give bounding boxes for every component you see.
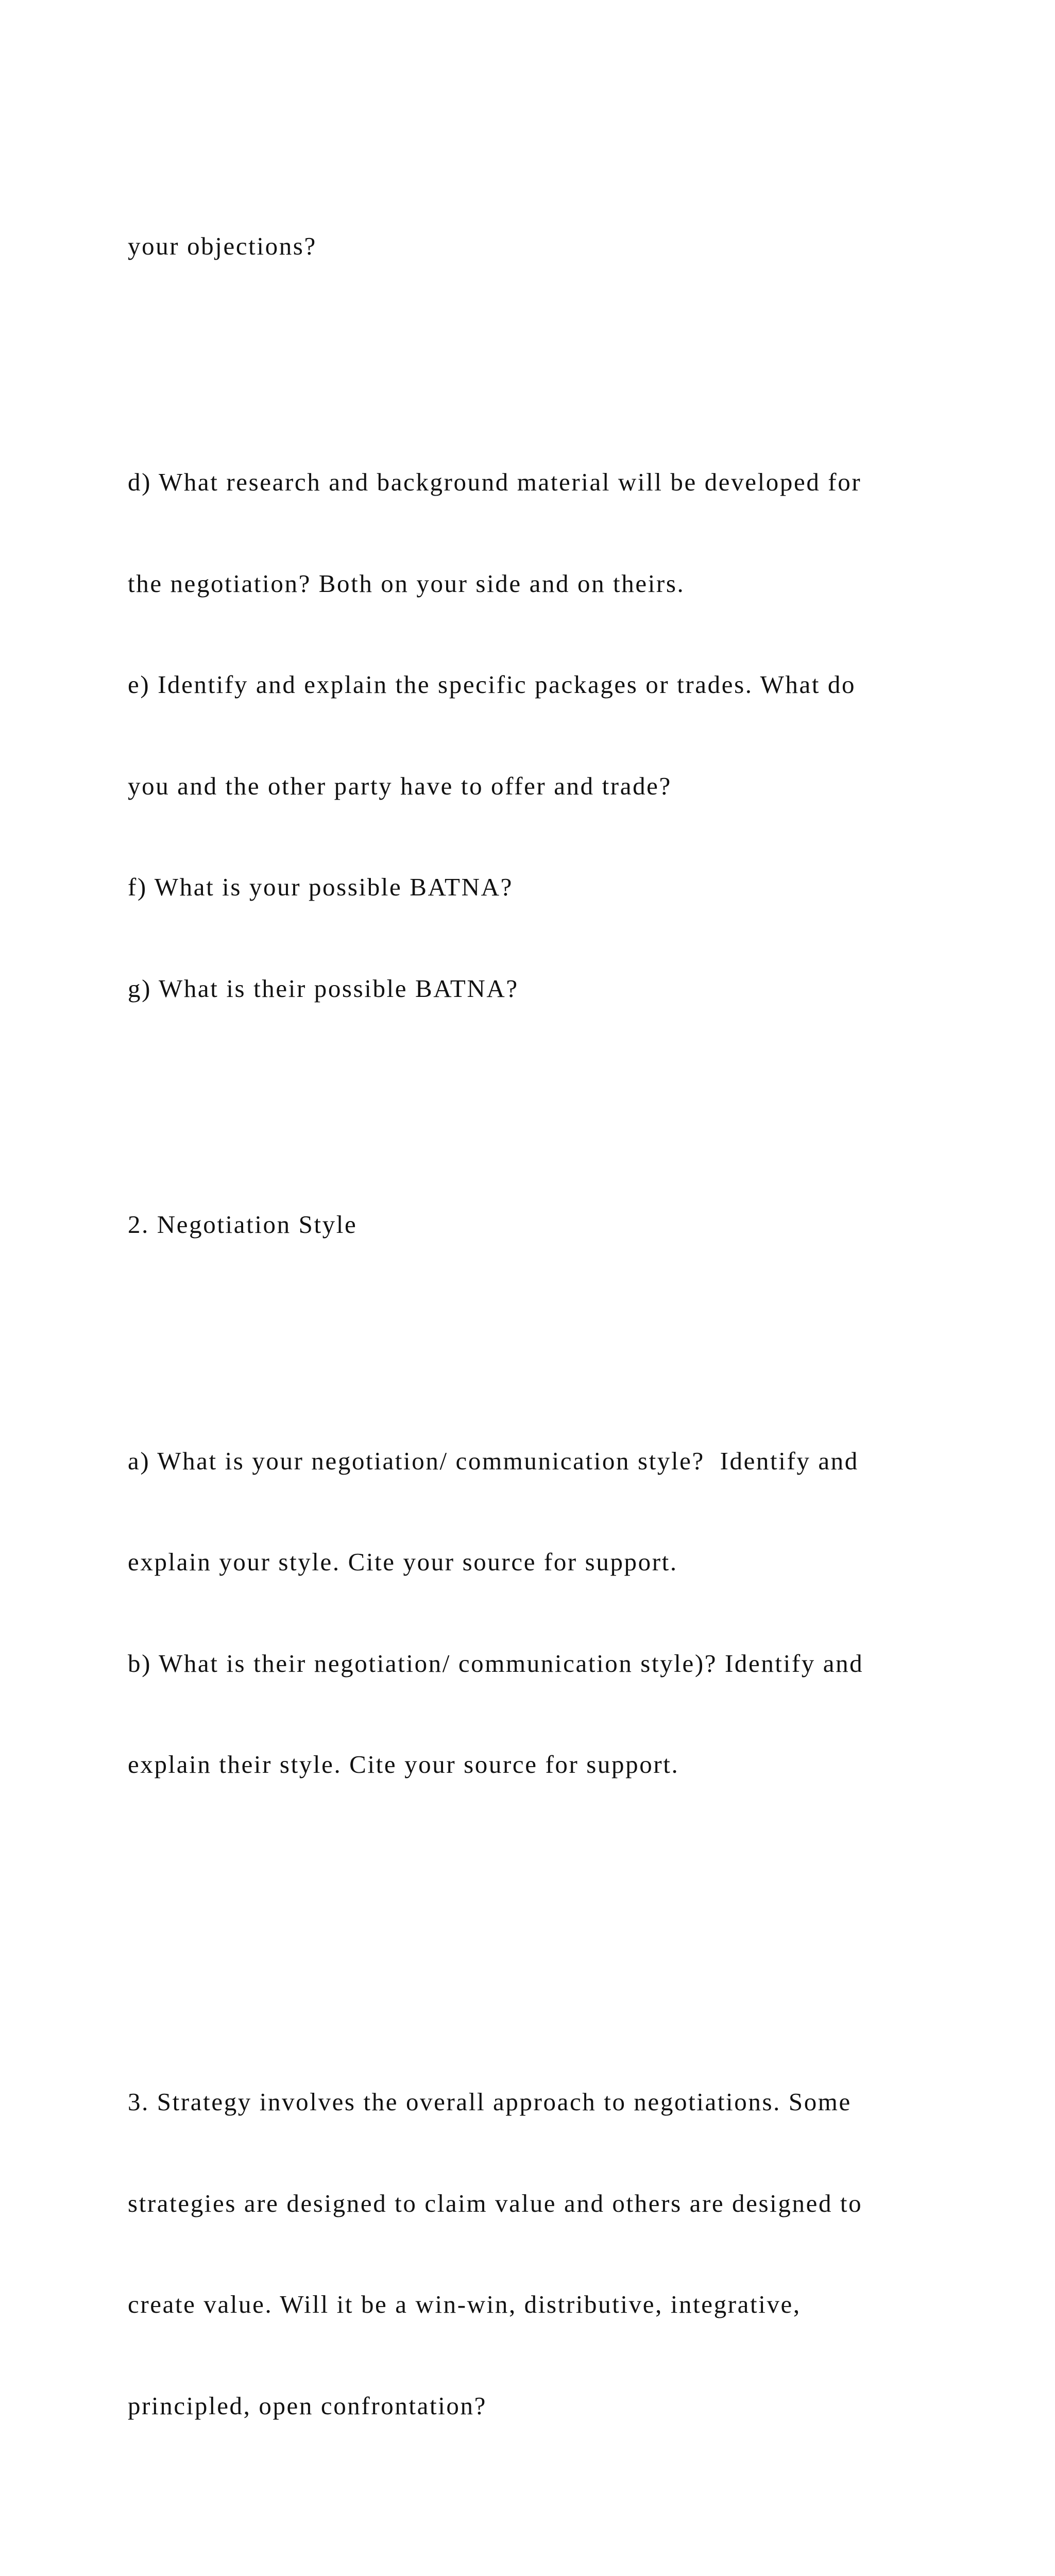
- blank-line: [128, 1309, 973, 1343]
- section-heading: 3. Strategy involves the overall approach to negotiations. Some: [128, 2088, 852, 2116]
- text-line: b) What is their negotiation/ communication style)? Identify and: [128, 1649, 864, 1677]
- text-line: explain their style. Cite your source for support.: [128, 1750, 679, 1778]
- section-heading: 2. Negotiation Style: [128, 1210, 358, 1239]
- text-line: d) What research and background material will be developed for: [128, 468, 862, 496]
- text-line: e) Identify and explain the specific packages or trades. What do: [128, 670, 856, 699]
- text-line: the negotiation? Both on your side and on theirs.: [128, 569, 685, 598]
- text-line: strategies are designed to claim value and others are designed to: [128, 2189, 863, 2217]
- text-line: your objections?: [128, 231, 317, 260]
- text-line: a) What is your negotiation/ communication style? Identify and: [128, 1446, 859, 1475]
- text-line: explain your style. Cite your source for support.: [128, 1548, 678, 1576]
- text-line: f) What is your possible BATNA?: [128, 873, 513, 901]
- blank-line: [128, 1073, 973, 1107]
- text-line: you and the other party have to offer and trade?: [128, 771, 672, 800]
- document-text: [128, 128, 973, 2576]
- blank-line: [128, 2490, 973, 2524]
- text-line: g) What is their possible BATNA?: [128, 974, 519, 1003]
- text-line: principled, open confrontation?: [128, 2391, 487, 2420]
- blank-line: [128, 330, 973, 364]
- blank-line: [128, 1950, 973, 1984]
- text-line: create value. Will it be a win-win, distributive, integrative,: [128, 2290, 801, 2318]
- blank-line: [128, 1849, 973, 1883]
